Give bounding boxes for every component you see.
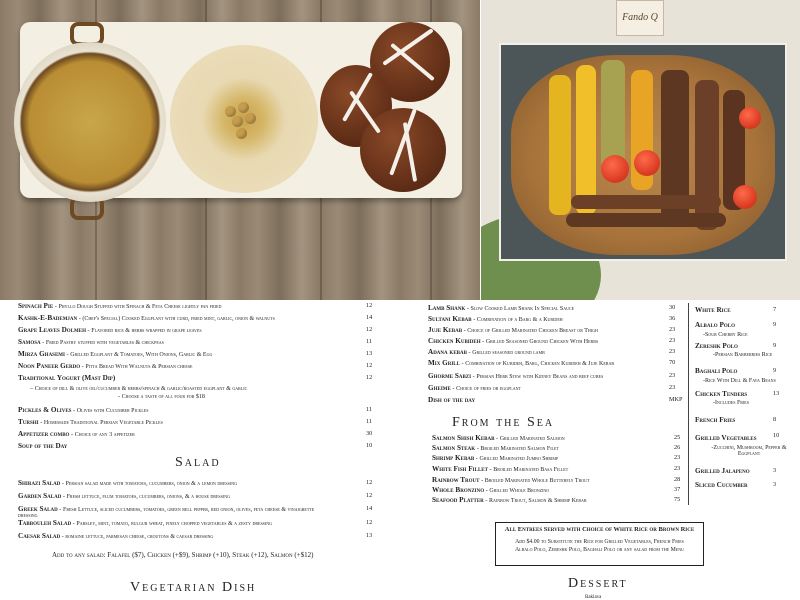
item-name: Samosa <box>18 338 41 346</box>
item-price: 23 <box>669 326 676 333</box>
item-price: 10 <box>773 432 780 439</box>
item-price: 11 <box>366 418 372 425</box>
appetizer-list: Spinach Pie - Phyllo Dough Stuffed with Spinach & Feta Cheese lightly pan fried 12 Kashk-E-Bademjan - (Chef's Special) Cooked Eggplant with curd, fried mint, garlic, onion & walnuts 14 Grape Leaves Dolmeh - Flavored rice & herbs wrapped in grape leaves 12 Samosa - Fried Pastry stuffed with vegetables & chickpeas 11 Mirza Ghasemi - Grilled Eggplant & Tomatoes, With Onions, Garlic & Egg 13 Noon Paneer Gerdo - Pitta Bread With Walnuts & Persian cheese 12 Traditional Yogurt (Mast Dip) 12 – Choice of dill & olive oil/cucumber & herbs/spinach & garlic/roasted eggplant & garlic - Choose a taste of all four for $18 Pickles & Olives - Olives with Cucumber Pickles 11 Turshi - Homemade Traditional Persian Vegetable Pickles 11 Appetizer combo - Choice of any 3 appetizer 30 Soup of the Day 10 <box>18 302 373 450</box>
item-name: Tabbouleh Salad <box>18 519 72 527</box>
item-price: 70 <box>669 359 676 366</box>
item-name: Grilled Jalapeno <box>695 467 750 475</box>
item-name: Lamb Shank <box>428 304 466 312</box>
item-price: 37 <box>674 486 681 493</box>
item-price: 12 <box>366 326 373 333</box>
grilled-tomato <box>733 185 757 209</box>
item-name: White Rice <box>695 306 731 314</box>
item-price: 11 <box>366 338 372 345</box>
item-name: Shirazi Salad <box>18 479 61 487</box>
item-price: 23 <box>669 337 676 344</box>
item-price: 75 <box>674 496 681 503</box>
seafood-list: Salmon Shish Kebab - Grilled Marinated Salmon 25 Salmon Steak - Broiled Marinated Salmon Filet 26 Shrimp Kebab - Grilled Marinated Jumbo Shrimp 23 White Fish Fillet - Broiled Marinated Basa Fillet 23 Rainbow Trout - Broiled Marinated Whole Butterfly Trout 28 Whole Bronzino - Grilled Whole Bronzino 37 Seafood Platter - Rainbow Trout, Salmon & Shrimp Kebab 75 <box>432 434 681 504</box>
item-price: 30 <box>366 430 373 437</box>
item-desc: Persian Herb Stew with Kidney Beans and beef cubes <box>476 374 604 380</box>
item-price: 12 <box>366 302 373 309</box>
item-name: Sultani Kebab <box>428 315 472 323</box>
entree-notice-box <box>495 522 704 566</box>
item-price: 3 <box>773 481 777 488</box>
item-desc: -Sour Cherry Rice <box>703 332 748 338</box>
kebab-platter-panel <box>481 0 800 300</box>
item-desc: romaine lettuce, parmesan cheese, croutons & caesar dressing <box>65 534 214 540</box>
item-price: 30 <box>669 304 676 311</box>
rice-bowl <box>14 42 166 202</box>
item-price: 11 <box>366 406 372 413</box>
item-desc: Choose a taste of all four for $18 <box>121 394 205 400</box>
item-price: MKP <box>669 396 683 403</box>
item-price: 23 <box>669 348 676 355</box>
item-desc: Combination of a Barg & a Kubideh <box>476 317 563 323</box>
kubideh-skewer <box>566 213 726 227</box>
item-name: Soup of the Day <box>18 442 68 450</box>
item-desc: Olives with Cucumber Pickles <box>76 408 149 414</box>
item-price: 13 <box>366 350 373 357</box>
item-name: Sliced Cucumber <box>695 481 748 489</box>
chickpea <box>245 113 256 124</box>
item-price: 12 <box>366 479 373 486</box>
item-name: Salmon Steak <box>432 444 476 452</box>
item-name: Appetizer combo <box>18 430 70 438</box>
item-price: 14 <box>366 505 373 512</box>
item-desc: Phyllo Dough Stuffed with Spinach & Feta Cheese lightly pan fried <box>58 304 222 310</box>
item-price: 36 <box>669 315 676 322</box>
item-price: 23 <box>674 454 681 461</box>
item-name: Traditional Yogurt (Mast Dip) <box>18 374 116 382</box>
logo-text: Fando Q <box>622 12 658 23</box>
item-desc: Choice of Grilled Marinated Chicken Breast or Thigh <box>467 328 598 334</box>
item-name: Whole Bronzino <box>432 486 485 494</box>
kebab-list: Lamb Shank - Slow Cooked Lamb Shank In Special Sauce 30 Sultani Kebab - Combination of a Barg & a Kubideh 36 Juje Kebab - Choice of Grilled Marinated Chicken Breast or Thigh 23 Chicken Kubideh - Grilled Seasoned Ground Chicken With Herbs 23 Adana kebab - Grilled seasoned ground lamb 23 Mix Grill - Combination of Kubideh, Barg, Chicken Kubideh & Juje Kebab 70 Ghorme Sabzi - Persian Herb Stew with Kidney Beans and beef cubes 23 Gheime - Choice of fries or eggplant 23 Dish of the day MKP <box>428 304 683 404</box>
item-price: 23 <box>669 384 676 391</box>
item-desc: Grilled Seasoned Ground Chicken With Herbs <box>485 339 599 345</box>
item-desc: Choice of fries or eggplant <box>456 386 521 392</box>
item-name: Pickles & Olives <box>18 406 72 414</box>
item-desc: Fresh lettuce, plum tomatoes, cucumbers, onions, & a house dressing <box>66 494 230 500</box>
item-name: Baghali Polo <box>695 367 738 375</box>
item-desc: Fresh Lettuce, sliced cucumbers, tomatoes, green bell pepper, red onion, olives, feta cheese & vinaigrette dressing <box>18 507 315 520</box>
item-name: Mix Grill <box>428 359 460 367</box>
grilled-tomato <box>601 155 629 183</box>
item-price: 12 <box>366 362 373 369</box>
item-desc: Choice of any 3 appetizer <box>74 432 135 438</box>
item-name: Chicken Tenders <box>695 390 748 398</box>
item-desc: -Rice With Dill & Fava Beans <box>703 378 776 384</box>
vegetarian-heading: Vegetarian Dish <box>130 580 257 595</box>
item-name: Mirza Ghasemi <box>18 350 65 358</box>
hummus-plate <box>170 45 318 193</box>
item-name: Turshi <box>18 418 39 426</box>
item-name: Chicken Kubideh <box>428 337 481 345</box>
item-desc: Broiled Marinated Basa Fillet <box>493 467 569 473</box>
grilled-tomato <box>634 150 660 176</box>
salad-heading: Salad <box>175 455 221 470</box>
item-name: White Fish Fillet <box>432 465 488 473</box>
item-desc: Combination of Kubideh, Barg, Chicken Kubideh & Juje Kebab <box>465 361 615 367</box>
salad-list: Shirazi Salad - Persian salad made with tomatoes, cucumbers, onion & a lemon dressing 12 Garden Salad - Fresh lettuce, plum tomatoes, cucumbers, onions, & a house dressing 12 Greek Salad - Fresh Lettuce, sliced cucumbers, tomatoes, green bell pepper, red onion, olives, feta cheese & vinaigrette dressing 14 Tabbouleh Salad - Parsley, mint, tomato, bulgur wheat, finely chopped vegetables & a zesty dressing 12 Caesar Salad - romaine lettuce, parmesan cheese, croutons & caesar dressing 13 <box>18 479 373 540</box>
item-desc: Pitta Bread With Walnuts & Persian cheese <box>85 364 193 370</box>
item-price: 9 <box>773 321 777 328</box>
kebab-photo <box>499 43 787 261</box>
item-desc: Broiled Marinated Whole Butterfly Trout <box>484 478 590 484</box>
item-name: Dish of the day <box>428 396 476 404</box>
chicken-skewer <box>576 65 596 215</box>
fando-q-logo <box>616 0 664 36</box>
item-price: 7 <box>773 306 777 313</box>
item-price: 13 <box>366 532 373 539</box>
item-desc: -Includes Fries <box>713 400 749 406</box>
item-name: Gheime <box>428 384 451 392</box>
item-desc: -Zucchini, Mushroom, Pepper & Eggplant <box>711 445 787 458</box>
item-price: 8 <box>773 416 777 423</box>
dessert-heading: Dessert <box>568 576 628 591</box>
item-desc: Parsley, mint, tomato, bulgur wheat, finely chopped vegetables & a zesty dressing <box>76 521 272 527</box>
grilled-tomato <box>739 107 761 129</box>
item-desc: (Chef's Special) Cooked Eggplant with curd, fried mint, garlic, onion & walnuts <box>82 316 275 322</box>
item-price: 12 <box>366 492 373 499</box>
item-name: Caesar Salad <box>18 532 61 540</box>
dessert-subtitle: Baklava <box>585 595 602 600</box>
item-name: Salmon Shish Kebab <box>432 434 495 442</box>
chickpea <box>238 102 249 113</box>
item-price: 10 <box>366 442 373 449</box>
chickpea <box>236 128 247 139</box>
item-desc: Slow Cooked Lamb Shank In Special Sauce <box>470 306 575 312</box>
item-price: 28 <box>674 476 681 483</box>
item-desc: Grilled Eggplant & Tomatoes, With Onions, Garlic & Egg <box>70 352 213 358</box>
item-desc: Grilled seasoned ground lamb <box>472 350 545 356</box>
item-name: Albalo Polo <box>695 321 735 329</box>
item-desc: Rainbow Trout, Salmon & Shrimp Kebab <box>489 498 587 504</box>
item-desc: -Persian Barberries Rice <box>713 352 773 358</box>
item-desc: Persian salad made with tomatoes, cucumbers, onion & a lemon dressing <box>65 481 237 487</box>
item-desc: Fried Pastry stuffed with vegetables & chickpeas <box>45 340 164 346</box>
item-price: 23 <box>674 465 681 472</box>
column-divider <box>688 303 689 505</box>
item-name: Rainbow Trout <box>432 476 480 484</box>
chickpea <box>225 106 236 117</box>
item-desc: Grilled Whole Bronzino <box>489 488 550 494</box>
item-desc: Homemade Traditional Persian Vegetable Pickles <box>43 420 163 426</box>
item-desc: Flavored rice & herbs wrapped in grape leaves <box>91 328 202 334</box>
item-name: Greek Salad <box>18 505 58 513</box>
item-name: Zereshk Polo <box>695 342 738 350</box>
mushroom-skewer <box>601 60 625 170</box>
item-price: 23 <box>669 372 676 379</box>
item-price: 12 <box>366 374 373 381</box>
item-price: 13 <box>773 390 780 397</box>
item-name: French Fries <box>695 416 736 424</box>
sides-list <box>695 305 795 495</box>
item-name: Kashk-E-Bademjan <box>18 314 78 322</box>
item-price: 3 <box>773 467 777 474</box>
item-price: 25 <box>674 434 681 441</box>
item-desc: Choice of dill & olive oil/cucumber & herbs/spinach & garlic/roasted eggplant & garlic <box>34 386 248 392</box>
item-desc: Broiled Marinated Salmon Filet <box>480 446 559 452</box>
item-name: Grilled Vegetables <box>695 434 757 442</box>
kubideh-skewer <box>571 195 721 209</box>
item-price: 9 <box>773 342 777 349</box>
item-name: Seafood Platter <box>432 496 484 504</box>
from-the-sea-heading: From the Sea <box>452 415 555 430</box>
notice-line: All Entrees Served with Choice of White Rice or Brown Rice <box>504 526 695 533</box>
mezze-platter-photo <box>0 0 480 300</box>
notice-line: Albalo Polo, Zereshk Polo, Baghali Polo or any salad from the Menu <box>514 547 685 553</box>
item-price: 26 <box>674 444 681 451</box>
item-name: Garden Salad <box>18 492 62 500</box>
item-desc: Grilled Marinated Salmon <box>499 436 565 442</box>
notice-line: Add $4.00 to Substitute the Rice for Grilled Vegetables, French Fries <box>515 539 684 545</box>
item-name: Noon Paneer Gerdo <box>18 362 81 370</box>
item-name: Adana kebab <box>428 348 467 356</box>
chickpea <box>232 116 243 127</box>
item-name: Spinach Pie <box>18 302 54 310</box>
item-name: Shrimp Kebab <box>432 454 475 462</box>
chicken-skewer <box>549 75 571 215</box>
item-name: Juje Kebab <box>428 326 463 334</box>
item-desc: Grilled Marinated Jumbo Shrimp <box>479 456 559 462</box>
item-price: 9 <box>773 367 777 374</box>
item-name: Ghorme Sabzi <box>428 372 472 380</box>
item-price: 12 <box>366 519 373 526</box>
salad-addons: Add to any salad: Falafel ($7), Chicken (+$9), Shrimp (+10), Steak (+12), Salmon (+$12) <box>52 551 314 559</box>
item-price: 14 <box>366 314 373 321</box>
item-name: Grape Leaves Dolmeh <box>18 326 86 334</box>
